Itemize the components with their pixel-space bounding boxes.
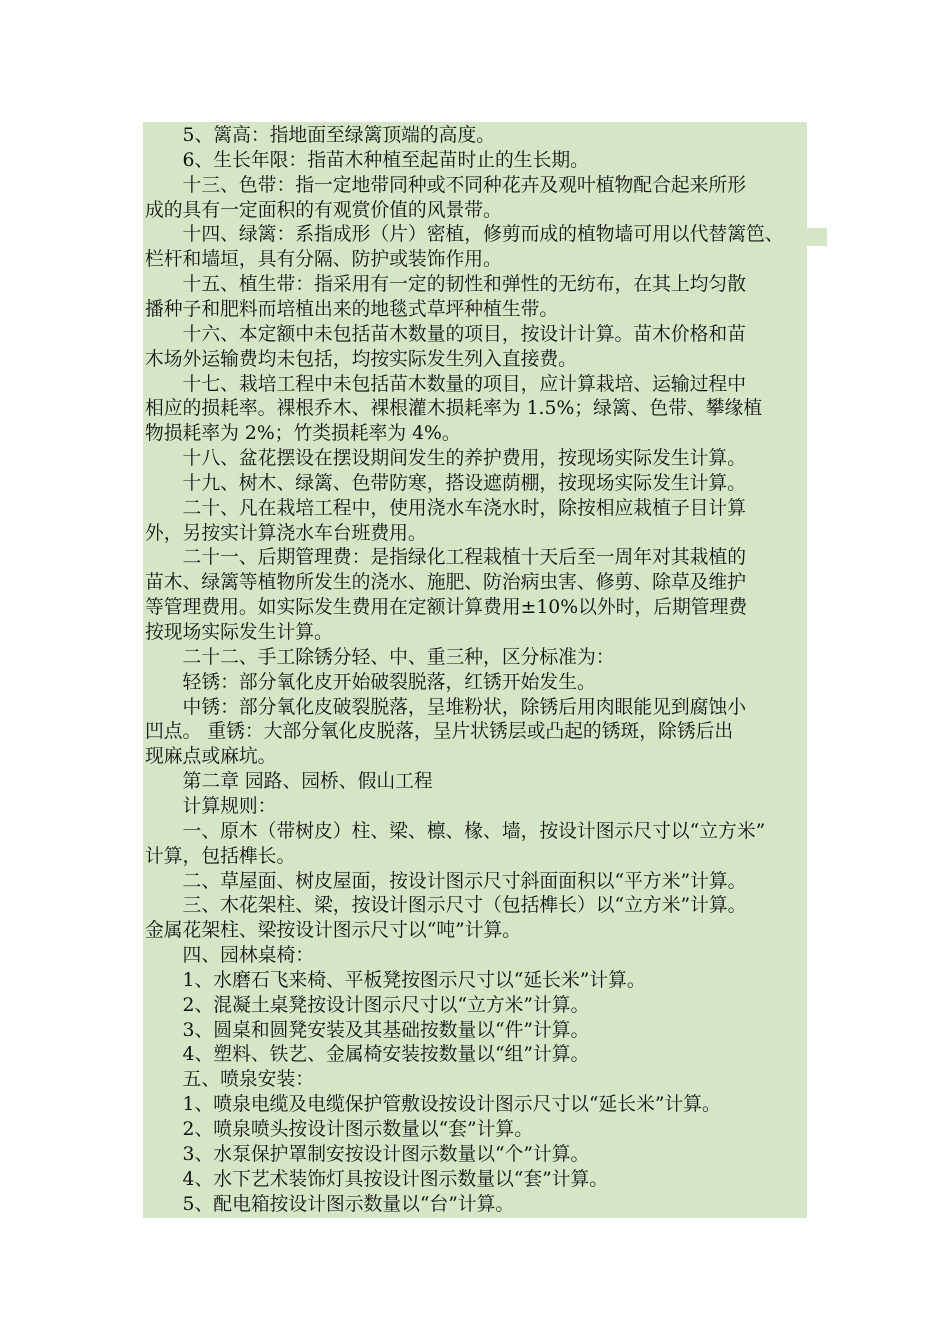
- text-line: 苗木、绿篱等植物所发生的浇水、施肥、防治病虫害、修剪、除草及维护: [145, 572, 746, 594]
- text-line: 二十一、后期管理费：是指绿化工程栽植十天后至一周年对其栽植的: [145, 547, 746, 569]
- text-line: 计算规则：: [145, 795, 277, 817]
- text-line: 成的具有一定面积的有观赏价值的风景带。: [145, 199, 502, 221]
- text-line: 金属花架柱、梁按设计图示尺寸以“吨”计算。: [145, 920, 522, 942]
- text-line: 木场外运输费均未包括，均按实际发生列入直接费。: [145, 348, 577, 370]
- text-line: 2、喷泉喷头按设计图示数量以“套”计算。: [145, 1119, 533, 1140]
- text-line: 计算，包括榫长。: [145, 845, 296, 867]
- text-line: 3、水泵保护罩制安按设计图示数量以“个”计算。: [145, 1143, 590, 1165]
- text-line: 十八、盆花摆设在摆设期间发生的养护费用，按现场实际发生计算。: [145, 448, 746, 470]
- text-line: 二十、凡在栽培工程中，使用浇水车浇水时，除按相应栽植子目计算: [145, 497, 746, 519]
- text-line: 2、混凝土桌凳按设计图示尺寸以“立方米”计算。: [145, 994, 590, 1016]
- text-line: 十五、植生带：指采用有一定的韧性和弹性的无纺布，在其上均匀散: [145, 274, 746, 296]
- text-line: 中锈：部分氧化皮破裂脱落，呈堆粉状，除锈后用肉眼能见到腐蚀小: [145, 696, 746, 718]
- text-line: 外，另按实计算浇水车台班费用。: [145, 522, 427, 544]
- text-line: 按现场实际发生计算。: [145, 622, 333, 643]
- text-line: 三、木花架柱、梁，按设计图示尺寸（包括榫长）以“立方米”计算。: [145, 895, 747, 917]
- text-line: 等管理费用。如实际发生费用在定额计算费用±10%以外时，后期管理费: [145, 597, 748, 619]
- text-line: 轻锈：部分氧化皮开始破裂脱落，红锈开始发生。: [145, 671, 596, 693]
- text-line: 十四、绿篱：系指成形（片）密植，修剪而成的植物墙可用以代替篱笆、: [145, 224, 784, 246]
- text-line: 1、喷泉电缆及电缆保护管敷设按设计图示尺寸以“延长米”计算。: [145, 1094, 721, 1116]
- text-line: 相应的损耗率。裸根乔木、裸根灌木损耗率为 1.5%；绿篱、色带、攀缘植: [145, 398, 763, 420]
- text-line: 十三、色带：指一定地带同种或不同种花卉及观叶植物配合起来所形: [145, 174, 746, 196]
- text-line: 十七、栽培工程中未包括苗木数量的项目，应计算栽培、运输过程中: [145, 373, 746, 395]
- text-line: 3、圆桌和圆凳安装及其基础按数量以“件”计算。: [145, 1019, 590, 1041]
- text-line: 栏杆和墙垣，具有分隔、防护或装饰作用。: [145, 249, 502, 271]
- text-line: 5、篱高：指地面至绿篱顶端的高度。: [145, 125, 496, 146]
- text-line: 四、园林桌椅：: [145, 945, 315, 967]
- text-line: 物损耗率为 2%；竹类损耗率为 4%。: [145, 423, 461, 445]
- text-line: 第二章 园路、园桥、假山工程: [145, 771, 433, 793]
- text-line: 十九、树木、绿篱、色带防寒，搭设遮荫棚，按现场实际发生计算。: [145, 472, 746, 494]
- text-line: 现麻点或麻坑。: [145, 746, 277, 768]
- text-line: 二、草屋面、树皮屋面，按设计图示尺寸斜面面积以“平方米”计算。: [145, 870, 747, 892]
- text-line: 5、配电箱按设计图示数量以“台”计算。: [145, 1193, 515, 1215]
- text-line: 二十二、手工除锈分轻、中、重三种，区分标准为：: [145, 646, 615, 668]
- text-line: 4、塑料、铁艺、金属椅安装按数量以“组”计算。: [145, 1044, 590, 1066]
- text-line: 6、生长年限：指苗木种植至起苗时止的生长期。: [145, 149, 589, 171]
- text-line: 4、水下艺术装饰灯具按设计图示数量以“套”计算。: [145, 1168, 609, 1190]
- text-line: 一、原木（带树皮）柱、梁、檩、椽、墙，按设计图示尺寸以“立方米”: [145, 820, 766, 842]
- text-line: 1、水磨石飞来椅、平板凳按图示尺寸以“延长米”计算。: [145, 969, 646, 991]
- text-line: 播种子和肥料而培植出来的地毯式草坪种植生带。: [145, 298, 559, 320]
- highlight-overhang: [805, 228, 827, 246]
- text-line: 五、喷泉安装：: [145, 1069, 315, 1091]
- text-line: 凹点。 重锈：大部分氧化皮脱落，呈片状锈层或凸起的锈斑，除锈后出: [145, 721, 734, 743]
- text-line: 十六、本定额中未包括苗木数量的项目，按设计计算。苗木价格和苗: [145, 323, 746, 345]
